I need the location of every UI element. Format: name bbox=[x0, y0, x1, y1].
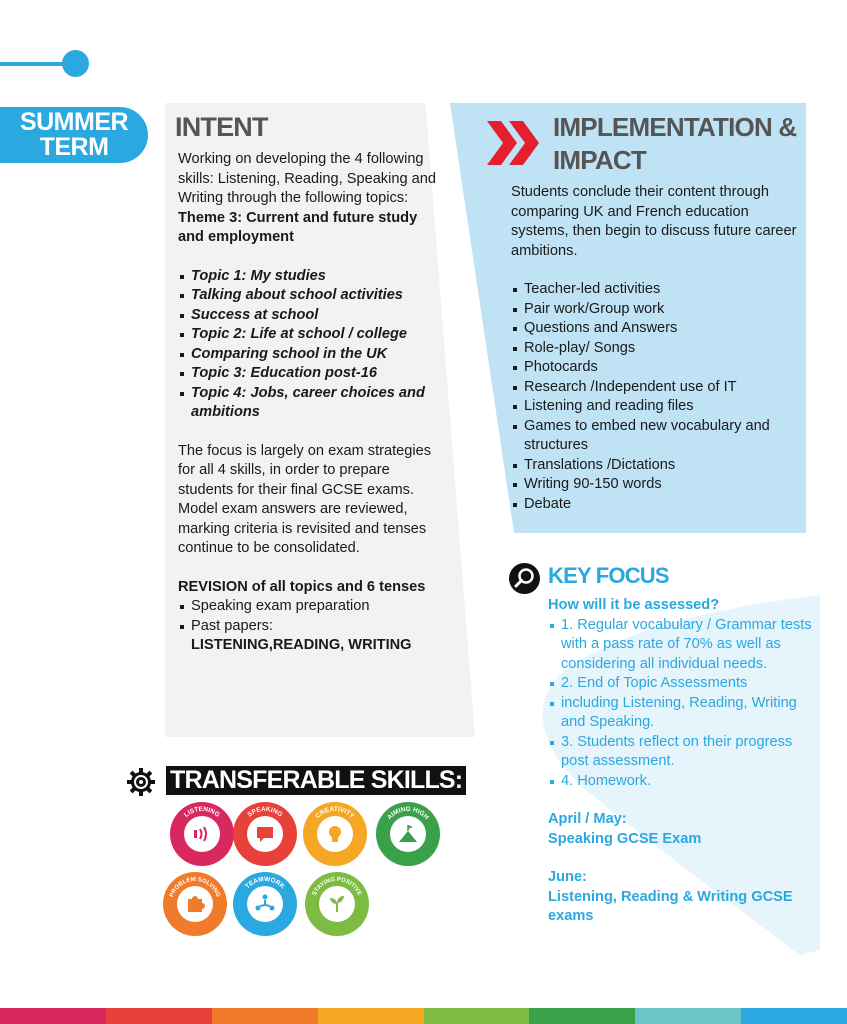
footer-color-stripes bbox=[0, 1008, 847, 1024]
lightbulb-icon bbox=[323, 822, 347, 846]
june-label: June: bbox=[548, 869, 587, 885]
topic-list bbox=[178, 267, 443, 423]
intent-body bbox=[178, 150, 443, 656]
list-item: Debate bbox=[511, 495, 806, 515]
gear-icon bbox=[126, 767, 156, 797]
badge-creativity bbox=[303, 802, 367, 866]
key-focus-body bbox=[548, 596, 818, 927]
list-item: Topic 4: Jobs, career choices and ambitions bbox=[178, 384, 443, 423]
footer-stripe bbox=[635, 1008, 741, 1024]
badge-label: SPEAKING bbox=[246, 805, 284, 819]
intent-intro: Working on developing the 4 following skills: Listening, Reading, Speaking and Writing through the following topics: bbox=[178, 151, 436, 206]
top-decor-dot bbox=[62, 50, 89, 77]
puzzle-icon bbox=[183, 892, 207, 916]
footer-stripe bbox=[212, 1008, 318, 1024]
past-papers-label: Past papers: bbox=[191, 617, 273, 634]
list-item: Topic 1: My studies bbox=[178, 267, 443, 287]
list-item: Topic 3: Education post-16 bbox=[178, 364, 443, 384]
list-item: Talking about school activities bbox=[178, 286, 443, 306]
list-item: Listening and reading files bbox=[511, 397, 806, 417]
badge-listening bbox=[170, 802, 234, 866]
footer-stripe bbox=[529, 1008, 635, 1024]
list-item: Questions and Answers bbox=[511, 319, 806, 339]
people-circle-icon bbox=[253, 892, 277, 916]
list-item: including Listening, Reading, Writing and Speaking. bbox=[548, 694, 818, 733]
speech-bubble-icon bbox=[253, 822, 277, 846]
list-item: Translations /Dictations bbox=[511, 456, 806, 476]
intent-theme: Theme 3: Current and future study and employment bbox=[178, 209, 418, 245]
april-may-text: Speaking GCSE Exam bbox=[548, 830, 702, 847]
intent-title: INTENT bbox=[175, 112, 268, 142]
footer-stripe bbox=[0, 1008, 106, 1024]
intent-revision: REVISION of all topics and 6 tenses bbox=[178, 578, 426, 595]
list-item: 3. Students reflect on their progress post assessment. bbox=[548, 733, 818, 772]
badge-aiming-high bbox=[376, 802, 440, 866]
mountain-flag-icon bbox=[396, 822, 420, 846]
list-item: Topic 2: Life at school / college bbox=[178, 325, 443, 345]
list-item: 1. Regular vocabulary / Grammar tests with a pass rate of 70% as well as considering all individual needs. bbox=[548, 616, 818, 675]
list-item: Games to embed new vocabulary and structures bbox=[511, 417, 806, 456]
list-item: Writing 90-150 words bbox=[511, 475, 806, 495]
revision-list bbox=[178, 597, 443, 656]
implementation-body bbox=[511, 183, 806, 514]
badge-label: TEAMWORK bbox=[244, 875, 286, 891]
key-focus-question: How will it be assessed? bbox=[548, 597, 720, 613]
list-item: 2. End of Topic Assessments bbox=[548, 674, 818, 694]
footer-stripe bbox=[424, 1008, 530, 1024]
term-line1: SUMMER bbox=[19, 108, 129, 136]
badge-staying-positive bbox=[305, 872, 369, 936]
footer-stripe bbox=[106, 1008, 212, 1024]
term-tab bbox=[0, 107, 148, 163]
list-item: Teacher-led activities bbox=[511, 280, 806, 300]
sprout-icon bbox=[325, 892, 349, 916]
list-item: Success at school bbox=[178, 306, 443, 326]
footer-stripe bbox=[318, 1008, 424, 1024]
term-line2: TERM bbox=[39, 133, 109, 161]
past-papers-detail: LISTENING,READING, WRITING bbox=[191, 637, 412, 653]
badge-label: CREATIVITY bbox=[314, 805, 356, 820]
sound-waves-icon bbox=[190, 822, 214, 846]
list-item: 4. Homework. bbox=[548, 772, 818, 792]
list-item: Comparing school in the UK bbox=[178, 345, 443, 365]
magnifier-icon bbox=[509, 563, 540, 594]
badge-label: STAYING POSITIVE bbox=[311, 876, 363, 897]
key-focus-title: KEY FOCUS bbox=[548, 563, 669, 588]
badge-label: PROBLEM SOLVING bbox=[169, 876, 221, 899]
badge-teamwork bbox=[233, 872, 297, 936]
activity-list bbox=[511, 280, 806, 514]
badge-label: LISTENING bbox=[183, 805, 221, 819]
chevron-right-icon bbox=[483, 117, 541, 169]
badge-label: AIMING HIGH bbox=[386, 805, 430, 822]
badge-problem-solving bbox=[163, 872, 227, 936]
june-text: Listening, Reading & Writing GCSE exams bbox=[548, 888, 793, 924]
list-item: Pair work/Group work bbox=[511, 300, 806, 320]
list-item: Research /Independent use of IT bbox=[511, 378, 806, 398]
assessment-list bbox=[548, 616, 818, 792]
april-may-label: April / May: bbox=[548, 811, 627, 827]
list-item: Photocards bbox=[511, 358, 806, 378]
list-item: Speaking exam preparation bbox=[178, 597, 443, 617]
list-item bbox=[178, 617, 443, 656]
transferable-skills-title: TRANSFERABLE SKILLS: bbox=[166, 766, 466, 795]
intent-focus: The focus is largely on exam strategies for all 4 skills, in order to prepare students for their final GCSE exams. Model exam answers are reviewed, marking criteria is revisited and tenses continue to be consolidated. bbox=[178, 442, 432, 556]
implementation-title: IMPLEMENTATION & IMPACT bbox=[553, 112, 797, 175]
footer-stripe bbox=[741, 1008, 847, 1024]
badge-speaking bbox=[233, 802, 297, 866]
list-item: Role-play/ Songs bbox=[511, 339, 806, 359]
top-decor-line bbox=[0, 62, 70, 66]
implementation-intro: Students conclude their content through comparing UK and French education systems, then begin to discuss future career ambitions. bbox=[511, 184, 797, 259]
